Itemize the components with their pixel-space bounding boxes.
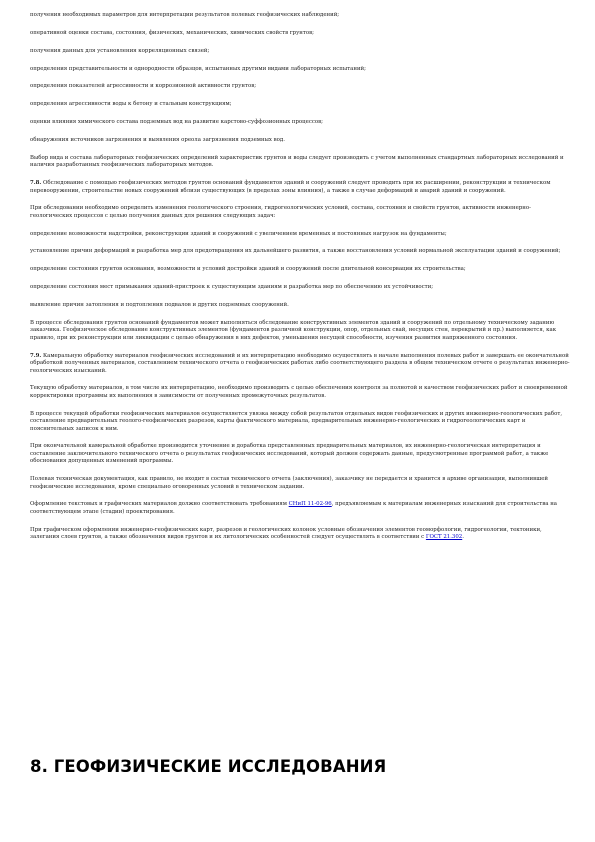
paragraph-text: Обследование с помощью геофизических методов грунтов оснований фундаментов зданий и сооружений следует проводить при их расширении, реконструкции и техническом перевооружении, строительстве новых сооружений вблизи существующих (в пределах зоны влияния), а также в случае деформаций и аварий зданий и сооружений.: [30, 180, 551, 194]
snip-link[interactable]: СНиП 11-02-96: [288, 501, 332, 508]
paragraph: определения агрессивности воды к бетону и стальным конструкциям;: [30, 101, 232, 108]
section-number: 7.8.: [30, 180, 42, 187]
paragraph-with-link: [30, 501, 570, 516]
paragraph: Выбор вида и состава лабораторных геофизических определений характеристик грунтов и воды следует производить с учетом выполненных стандартных лабораторных исследований и наличия разработанных геофизических лабораторных методов.: [30, 154, 564, 169]
paragraph-text: Оформление текстовых и графических материалов должно соответствовать требованиям: [30, 501, 289, 508]
paragraph: оценки влияния химического состава подземных вод на развитие карстово-суффозионных процессов;: [30, 119, 323, 126]
paragraph: При обследовании необходимо определить изменения геологического строения, гидрогеологических условий, состава, состояния и свойств грунтов, активности инженерно-геологических процессов с целью получения данных для решения следующих задач:: [30, 205, 531, 219]
section-heading: 8. ГЕОФИЗИЧЕСКИЕ ИССЛЕДОВАНИЯ: [30, 757, 387, 776]
paragraph-with-link: [30, 527, 570, 542]
paragraph-text: При графическом оформлении инженерно-геофизических карт, разрезов и геологических колонок условные обозначения элементов геоморфологии, гидрогеологии, тектоники, залегания слоев грунтов, а также обозначения видов грунтов и их литологических особенностей следует осуществлять в соответствии с: [30, 526, 542, 541]
paragraph: определение состояния мест примыкания зданий-пристроек к существующим зданиям и разработка мер по обеспечению их устойчивости;: [30, 284, 434, 291]
gost-link[interactable]: ГОСТ 21.302: [425, 534, 463, 541]
paragraph: оперативной оценки состава, состояния, физических, механических, химических свойств грунтов;: [30, 29, 314, 36]
paragraph: определение состояния грунтов основания, возможности и условий достройки зданий и сооружений после длительной консервации их строительства;: [30, 266, 466, 273]
paragraph: получения необходимых параметров для интерпретации результатов полевых геофизических наблюдений;: [30, 12, 340, 18]
paragraph: установление причин деформаций и разработка мер для предотвращения их дальнейшего развития, а также восстановления условий нормальной эксплуатации зданий и сооружений;: [30, 248, 561, 255]
paragraph: обнаружения источников загрязнения и выявления ореола загрязнения подземных вод.: [30, 136, 285, 143]
section-number: 7.9.: [30, 352, 42, 359]
paragraph: Полевая техническая документация, как правило, не входит в состав технического отчета (заключения), заказчику не передается и хранится в архиве организации, выполнившей геофизические исследования, кроме специально оговоренных условий в техническом задании.: [30, 476, 548, 490]
paragraph: определения показателей агрессивности и коррозионной активности грунтов;: [30, 83, 257, 90]
paragraph: получения данных для установления корреляционных связей;: [30, 47, 210, 54]
document-body: [30, 12, 570, 552]
paragraph-text: .: [462, 534, 464, 541]
section-paragraph-7-9: [30, 353, 570, 375]
paragraph: определение возможности надстройки, реконструкции зданий и сооружений с увеличением временных и постоянных нагрузок на фундаменты;: [30, 230, 447, 237]
paragraph-text: Камеральную обработку материалов геофизических исследований и их интерпретацию необходимо осуществлять в начале выполнения полевых работ и завершать ее окончательной обработкой полученных материалов, составлением технического отчета о геофизических работах либо соответствующего раздела в общем техническом отчете о результатах инженерно-геологических изысканий.: [30, 352, 570, 374]
paragraph: определения представительности и однородности образцов, испытанных другими видами лабораторных испытаний;: [30, 65, 366, 72]
paragraph-text: , предъявляемым к материалам инженерных изысканий для строительства на соответствующем этапе (стадии) проектирования.: [30, 501, 558, 515]
paragraph: В процессе обследования грунтов оснований фундаментов может выполняться обследование конструктивных элементов зданий и сооружений по отдельному техническому заданию заказчика. Геофизическое обследование конструктивных элементов (фундаментов различной конструкции, опор, отдельных свай, несущих стен, перекрытий и пр.) выполняется, как правило, при их реконструкции или ликвидации с целью обнаружения в них дефектов, уменьшения несущей способности, изучения развития напряженного состояния.: [30, 319, 557, 341]
paragraph: В процессе текущей обработки геофизических материалов осуществляется увязка между собой результатов отдельных видов геофизических и других инженерно-геологических работ, составление предварительных геолого-геофизических разрезов, карты фактического материала, предварительных инженерно-геологических и гидрогеологических карт и пояснительных записок к ним.: [30, 410, 563, 432]
section-paragraph-7-8: [30, 180, 570, 195]
paragraph: Текущую обработку материалов, в том числе их интерпретацию, необходимо производить с целью обеспечения контроля за полнотой и качеством геофизических работ и своевременной корректировки программы их выполнения в зависимости от полученных промежуточных результатов.: [30, 385, 568, 399]
paragraph: При окончательной камеральной обработке производится уточнение и доработка представленных предварительных материалов, их инженерно-геологическая интерпретация и составление заключительного технического отчета о результатах геофизических исследований, который должен содержать данные, предусмотренные программой работ, а также обоснования допущенных изменений программы.: [30, 443, 549, 465]
paragraph: выявление причин затопления и подтопления подвалов и других подземных сооружений.: [30, 302, 289, 309]
